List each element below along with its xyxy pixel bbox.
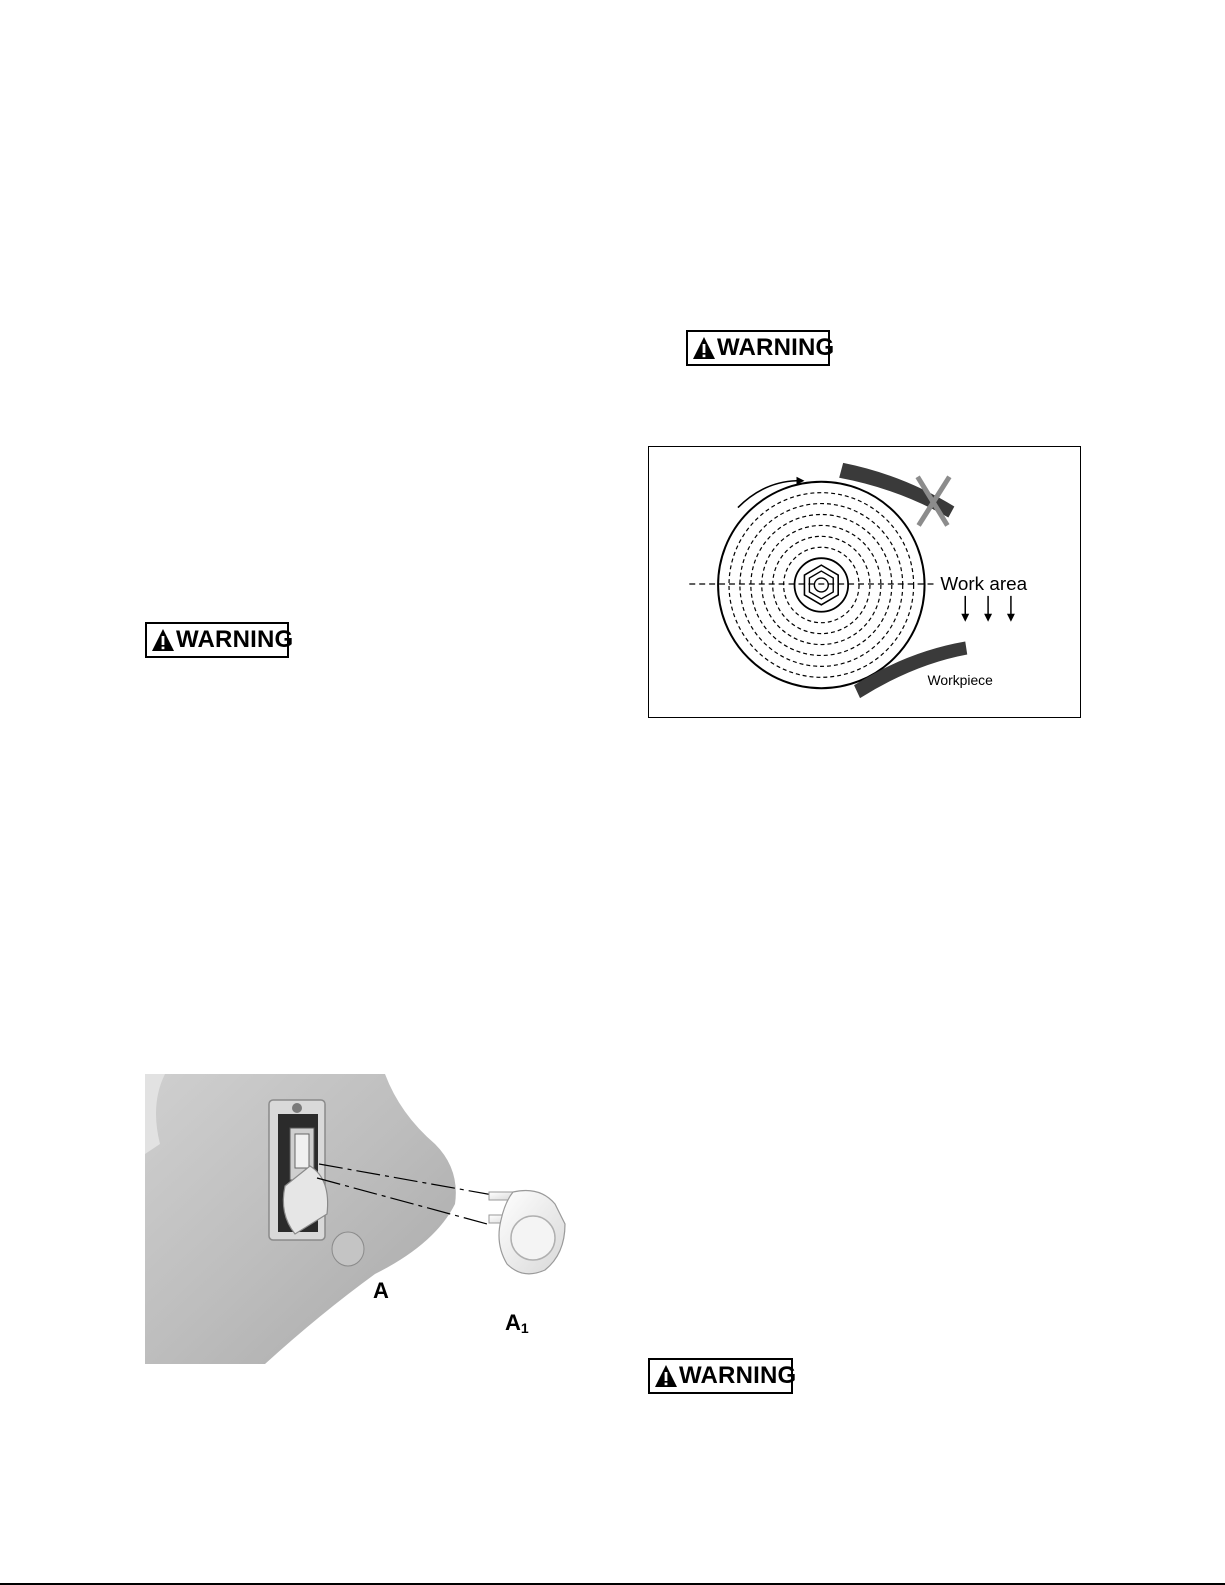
callout-a1-letter: A	[505, 1310, 521, 1335]
grinding-wheel-diagram	[648, 446, 1081, 718]
warning-label	[648, 1358, 797, 1394]
callout-a: A	[373, 1278, 389, 1303]
warning-text: WARNING	[679, 1362, 797, 1389]
warning-text: WARNING	[717, 334, 835, 361]
warning-triangle-icon	[151, 628, 175, 652]
callout-a1-subscript: 1	[520, 1320, 529, 1336]
workpiece-label: Workpiece	[927, 672, 993, 689]
warning-triangle-icon	[692, 336, 716, 360]
work-area-label: Work area	[940, 572, 1028, 594]
warning-label	[145, 622, 294, 658]
warning-label	[686, 330, 835, 366]
warning-text: WARNING	[176, 626, 294, 653]
warning-triangle-icon	[654, 1364, 678, 1388]
callout-a1	[505, 1310, 529, 1336]
